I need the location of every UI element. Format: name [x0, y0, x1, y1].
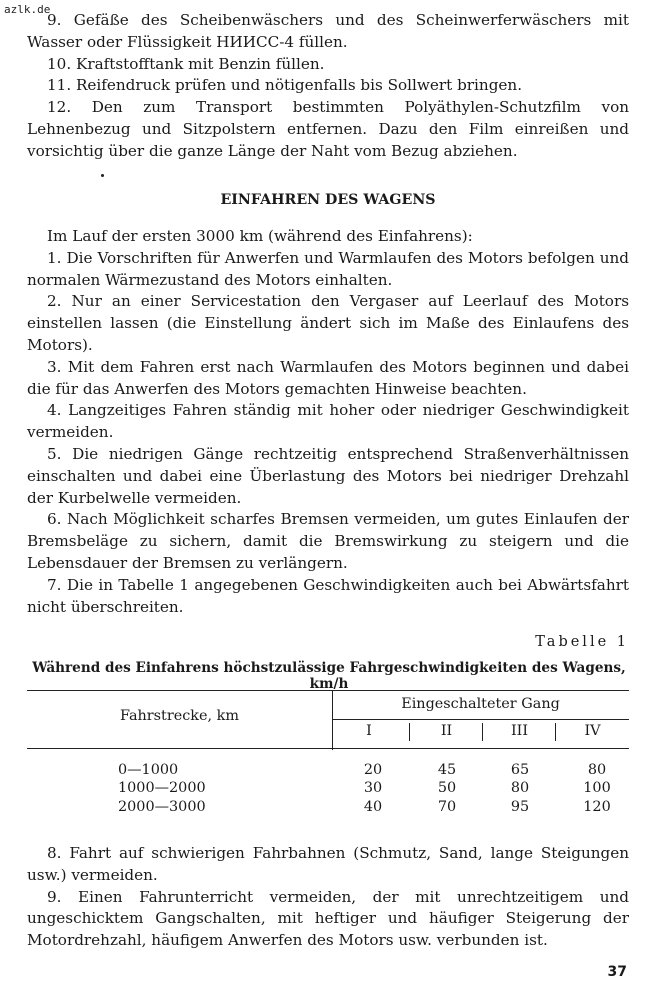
paragraph: 9. Gefäße des Scheibenwäschers und des Scheinwerferwäschers mit Wasser oder Flüssigkeit НИИСС-4 füllen. [27, 11, 629, 51]
page-number: 37 [607, 964, 627, 980]
paragraph: 3. Mit dem Fahren erst nach Warmlaufen des Motors beginnen und dabei die für das Anwerfen des Motors gemachten Hinweise beachten. [27, 357, 629, 398]
paragraph: Im Lauf der ersten 3000 km (während des Einfahrens): [47, 227, 473, 245]
paragraph: 4. Langzeitiges Fahren ständig mit hoher oder niedriger Geschwindigkeit vermeiden. [27, 401, 629, 442]
speed-value: 70 [437, 799, 457, 815]
table-header-gear-group: Eingeschalteter Gang [401, 696, 560, 712]
break-in-instructions [27, 226, 629, 618]
paragraph: 8. Fahrt auf schwierigen Fahrbahnen (Schmutz, Sand, lange Steigungen usw.) vermeiden. [27, 844, 629, 884]
table-title: Während des Einfahrens höchstzulässige Fahrgeschwindigkeiten des Wagens, km/h [32, 660, 626, 692]
table-header-gear: II [440, 723, 453, 739]
speed-value: 50 [437, 780, 457, 796]
speed-value: 80 [510, 780, 530, 796]
table-header-gear: IV [584, 723, 601, 739]
paragraph: 10. Kraftstofftank mit Benzin füllen. [47, 54, 325, 73]
paragraph: 1. Die Vorschriften für Anwerfen und Warmlaufen des Motors befolgen und normalen Wärmezustand des Motors einhalten. [27, 248, 629, 289]
speed-value: 95 [510, 799, 530, 815]
paragraph: 11. Reifendruck prüfen und nötigenfalls bis Sollwert bringen. [47, 76, 523, 95]
speed-value: 20 [363, 762, 383, 778]
paragraph: 9. Einen Fahrunterricht vermeiden, der mit unrechtzeitigem und ungeschicktem Gangschalten, mit heftiger und häufiger Steigerung der Motordrehzahl, häufigem Anwerfen des Motors usw. verbunden ist. [27, 887, 629, 950]
speed-value: 65 [510, 762, 530, 778]
row-range: 1000—2000 [118, 780, 206, 796]
paragraph: 7. Die in Tabelle 1 angegebenen Geschwindigkeiten auch bei Abwärtsfahrt nicht überschreiten. [27, 575, 629, 616]
stray-dot [101, 174, 104, 177]
speed-value: 80 [587, 762, 607, 778]
table-gear-rule [332, 719, 629, 720]
speed-value: 45 [437, 762, 457, 778]
row-range: 0—1000 [118, 762, 179, 778]
table-header-rule [27, 748, 629, 749]
top-instructions [27, 10, 629, 163]
speed-value: 100 [583, 780, 611, 796]
paragraph: 5. Die niedrigen Gänge rechtzeitig entsprechend Straßenverhältnissen einschalten und dabei eine Überlastung des Motors bei niedriger Drehzahl der Kurbelwelle vermeiden. [27, 444, 629, 507]
paragraph: 12. Den zum Transport bestimmten Polyäthylen-Schutzfilm von Lehnenbezug und Sitzpolstern entfernen. Dazu den Film einreißen und vorsichtig über die ganze Länge der Naht vom Bezug abziehen. [27, 98, 629, 160]
speed-value: 120 [583, 799, 611, 815]
table-header-gear: I [366, 723, 372, 739]
paragraph: 6. Nach Möglichkeit scharfes Bremsen vermeiden, um gutes Einlaufen der Bremsbeläge zu sichern, damit die Bremswirkung zu steigern und die Lebensdauer der Bremsen zu verlängern. [27, 510, 629, 572]
watermark-text: azlk.de [4, 3, 51, 16]
table-top-rule [27, 690, 629, 691]
row-range: 2000—3000 [118, 799, 206, 815]
table-header-gear: III [510, 723, 529, 739]
table-header-distance: Fahrstrecke, km [119, 708, 240, 724]
speed-value: 30 [363, 780, 383, 796]
speed-value: 40 [363, 799, 383, 815]
paragraph: 2. Nur an einer Servicestation den Vergaser auf Leerlauf des Motors einstellen lassen (die Einstellung ändert sich im Maße des Einlaufens des Motors). [27, 292, 629, 354]
table-number: Tabelle 1 [535, 634, 629, 650]
further-instructions [27, 843, 629, 952]
section-heading: EINFAHREN DES WAGENS [220, 192, 436, 208]
